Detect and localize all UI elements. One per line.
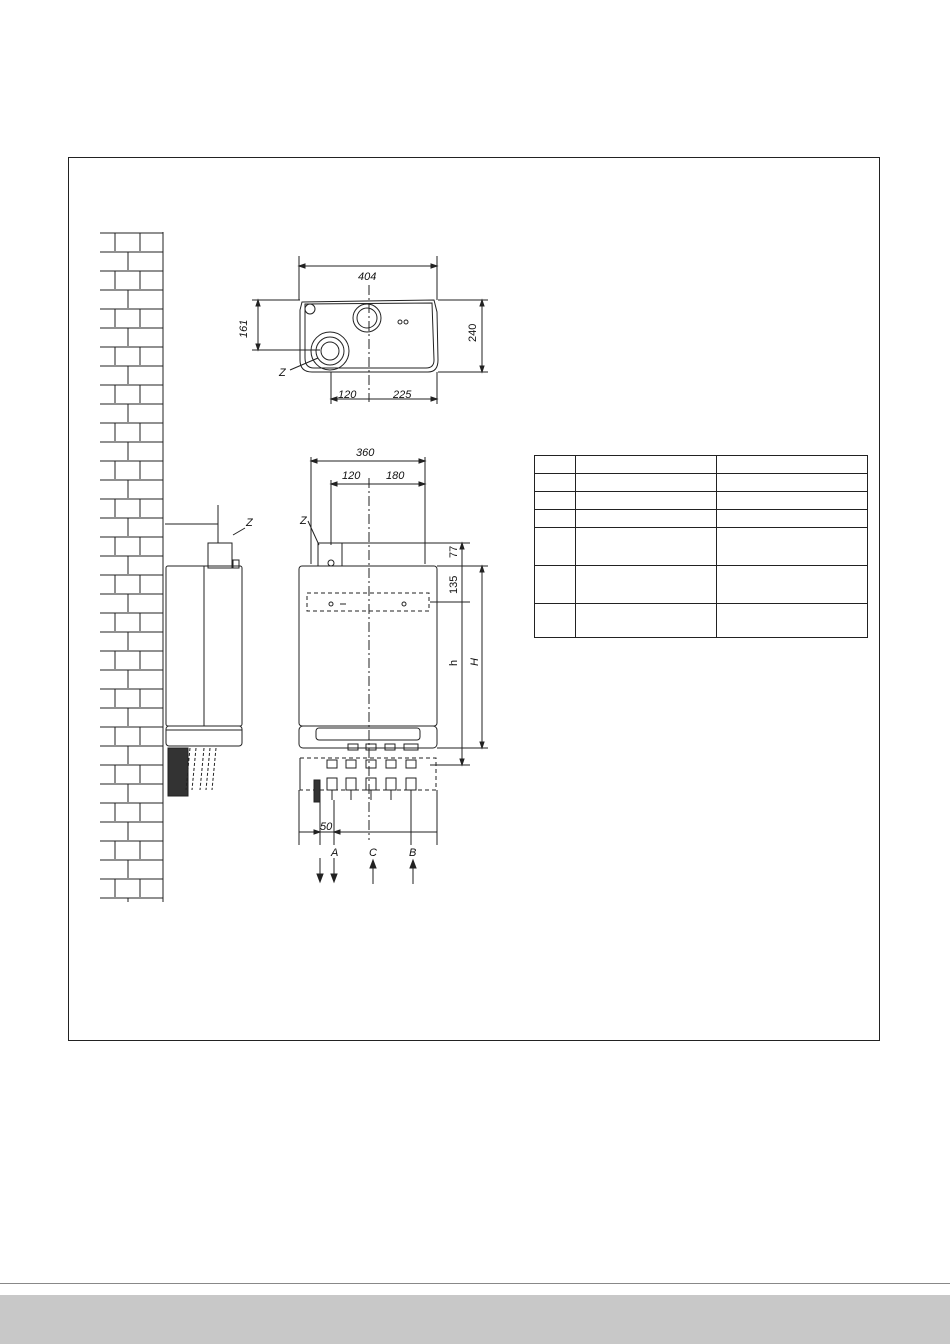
top-flue-label: Z bbox=[279, 367, 286, 379]
brick-wall bbox=[100, 232, 163, 902]
table-cell bbox=[576, 604, 717, 638]
table-cell bbox=[717, 566, 868, 604]
front-H-dimension: H bbox=[469, 658, 481, 666]
table-cell bbox=[717, 604, 868, 638]
table-cell bbox=[535, 474, 576, 492]
table-cell bbox=[535, 604, 576, 638]
table-cell bbox=[717, 510, 868, 528]
table-row bbox=[535, 492, 868, 510]
front-cover-dimension: 135 bbox=[448, 575, 460, 594]
table-cell bbox=[717, 456, 868, 474]
table-row bbox=[535, 566, 868, 604]
table-row bbox=[535, 510, 868, 528]
side-view bbox=[165, 505, 245, 796]
dimension-table bbox=[534, 455, 868, 638]
table-cell bbox=[535, 456, 576, 474]
table-cell bbox=[535, 566, 576, 604]
table-cell bbox=[535, 528, 576, 566]
footer-band bbox=[0, 1295, 950, 1344]
table-cell bbox=[576, 528, 717, 566]
front-width-dimension: 360 bbox=[356, 447, 375, 459]
table-cell bbox=[576, 492, 717, 510]
footer-rule bbox=[0, 1283, 950, 1284]
connection-b-label: B bbox=[409, 847, 417, 859]
table-cell bbox=[576, 456, 717, 474]
table-cell bbox=[717, 492, 868, 510]
connection-a-label: A bbox=[331, 847, 339, 859]
table-cell bbox=[576, 510, 717, 528]
table-row bbox=[535, 474, 868, 492]
top-depth-dimension: 240 bbox=[467, 323, 479, 342]
top-width-dimension: 404 bbox=[358, 271, 377, 283]
connection-c-label: C bbox=[369, 847, 377, 859]
top-right-axis-dimension: 225 bbox=[393, 389, 412, 401]
table-cell bbox=[535, 510, 576, 528]
table-row bbox=[535, 456, 868, 474]
table-cell bbox=[717, 474, 868, 492]
table-row bbox=[535, 528, 868, 566]
table-cell bbox=[717, 528, 868, 566]
front-top-dimension: 77 bbox=[448, 545, 460, 558]
front-bottom-offset-dimension: 50 bbox=[320, 821, 333, 833]
front-view bbox=[299, 457, 488, 884]
table-cell bbox=[576, 474, 717, 492]
side-flue-label: Z bbox=[246, 517, 253, 529]
table-cell bbox=[535, 492, 576, 510]
table-row bbox=[535, 604, 868, 638]
top-left-axis-dimension: 120 bbox=[338, 389, 357, 401]
top-offset-dimension: 161 bbox=[238, 319, 250, 338]
table-cell bbox=[576, 566, 717, 604]
front-right-axis-dimension: 180 bbox=[386, 470, 405, 482]
front-h-dimension: h bbox=[448, 659, 460, 666]
front-left-axis-dimension: 120 bbox=[342, 470, 361, 482]
front-flue-label: Z bbox=[300, 515, 307, 527]
